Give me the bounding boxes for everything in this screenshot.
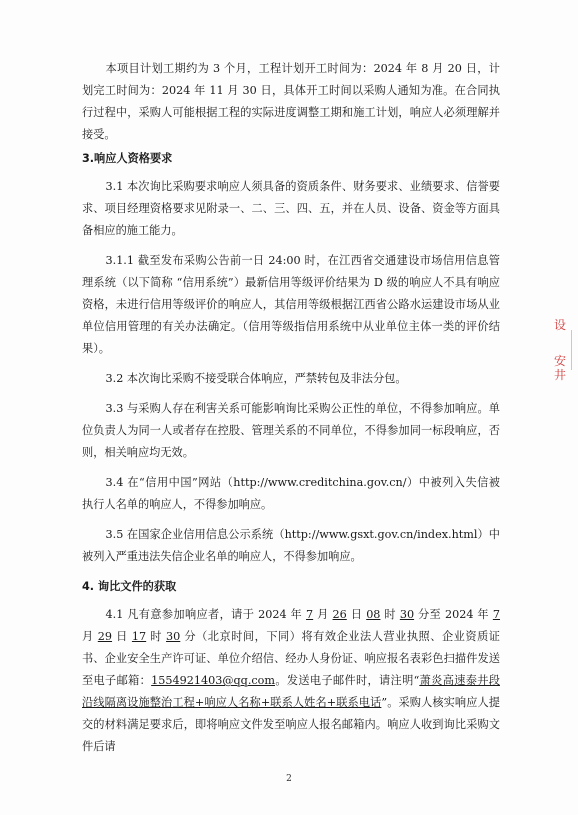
stamp-char: 设 [554, 318, 567, 332]
paragraph-4-1 [82, 604, 500, 758]
end-hour: 17 [131, 630, 147, 643]
page-number: 2 [286, 774, 292, 784]
start-month: 7 [306, 608, 314, 621]
paragraph-3-2: 3.2 本次询比采购不接受联合体响应，严禁转包及非法分包。 [105, 372, 407, 385]
start-minute: 30 [399, 608, 415, 621]
stamp-char: 安 [554, 354, 567, 368]
heading-qualifications: 3.响应人资格要求 [82, 152, 173, 165]
end-day: 29 [97, 630, 113, 643]
email-address-link[interactable]: 1554921403@qq.com [151, 674, 275, 687]
seal-edge-mark [571, 330, 578, 370]
text-run: 时 [380, 608, 400, 621]
text-run: 。发送电子邮件时，请注明“ [275, 674, 420, 687]
text-run: ”。采购人核实响应人提交的材料满足要求后，即将响应文件发至响应人报名邮箱内。响应人收到询比采购文件后请 [82, 696, 500, 753]
end-minute: 30 [166, 630, 181, 643]
paragraph-3-4: 3.4 在“信用中国”网站（http://www.creditchina.gov.cn/）中被列入失信被执行人名单的响应人，不得参加响应。 [82, 476, 500, 511]
start-hour: 08 [366, 608, 381, 621]
text-run: 日 [346, 608, 367, 621]
paragraph-3-1: 3.1 本次询比采购要求响应人须具备的资质条件、财务要求、业绩要求、信誉要求、项目经理资格要求见附录一、二、三、四、五，并在人员、设备、资金等方面具备相应的施工能力。 [82, 180, 500, 237]
text-run: 4.1 凡有意参加响应者，请于 2024 年 [105, 608, 307, 621]
paragraph-3-3: 3.3 与采购人存在利害关系可能影响询比采购公正性的单位，不得参加响应。单位负责人为同一人或者存在控股、管理关系的不同单位，不得参加同一标段响应，否则，相关响应均无效。 [82, 402, 500, 459]
text-run: 月 [313, 608, 333, 621]
start-day: 26 [332, 608, 347, 621]
document-body [82, 58, 500, 760]
text-run: 时 [146, 630, 167, 643]
paragraph-3-5: 3.5 在国家企业信用信息公示系统（http://www.gsxt.gov.cn/index.html）中被列入严重违法失信企业名单的响应人，不得参加响应。 [82, 528, 500, 563]
stamp-char: 井 [554, 368, 567, 382]
text-run: 月 [82, 630, 98, 643]
end-month: 7 [492, 608, 500, 621]
paragraph-3-1-1: 3.1.1 截至发布采购公告前一日 24:00 时，在江西省交通建设市场信用信息管理系统（以下简称 “信用系统”）最新信用等级评价结果为 D 级的响应人不具有响应资格，未进行信用等级评价的响应人，其信用等级根据江西省公路水运建设市场从业单位信用管理的有关办法确定。（信用等级指信用系统中从业单位主体一类的评价结果）。 [82, 254, 500, 355]
heading-document-acquisition: 4. 询比文件的获取 [82, 580, 177, 593]
text-run: 分至 2024 年 [414, 608, 493, 621]
paragraph-schedule: 本项目计划工期约为 3 个月，工程计划开工时间为：2024 年 8 月 20 日，计划完工时间为：2024 年 11 月 30 日，具体开工时间以采购人通知为准。在合同执行过程中，采购人可能根据工程的实际进度调整工期和施工计划，响应人必须理解并接受。 [82, 62, 500, 141]
email-subject-format: 萧炎高速泰井段沿线隔离设施整治工程+响应人名称+联系人姓名+联系电话 [82, 674, 500, 709]
text-run: 日 [112, 630, 132, 643]
text-run: 分（北京时间，下同）将有效企业法人营业执照、企业资质证书、企业安全生产许可证、单位介绍信、经办人身份证、响应报名表彩色扫描件发送至电子邮箱： [82, 630, 500, 687]
